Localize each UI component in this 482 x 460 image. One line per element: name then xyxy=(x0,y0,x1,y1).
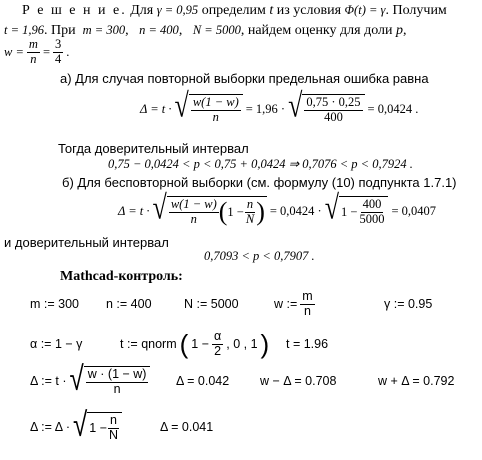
formula-b: Δ = t · √ $\frac{w(1 - w)}{n}$ ( 1 − $\frac{n}{N}$ ) = 0,0424 · √ 1 − $\frac{400}{5000}$ = 0,0407 xyxy=(118,188,436,227)
ci-a: 0,75 − 0,0424 < p < 0,75 + 0,0424 ⇒ 0,7076 < p < 0,7924 . xyxy=(108,157,413,171)
mc-delta-value: Δ = 0.042 xyxy=(176,374,230,388)
one-minus: 1 − xyxy=(341,205,358,219)
p-symbol: p xyxy=(396,23,404,38)
text-segment: Для xyxy=(130,3,154,18)
mc-w-plus-delta: w + Δ = 0.792 xyxy=(378,374,455,388)
text-segment: . При xyxy=(44,23,76,38)
w-lhs: w = xyxy=(4,45,24,59)
mc-delta-lhs: Δ := Δ · xyxy=(30,420,70,434)
frac-numerator: n xyxy=(110,413,117,427)
equals: = xyxy=(42,45,50,59)
frac-denominator: n xyxy=(190,211,197,226)
frac-numerator: n xyxy=(246,197,254,211)
t-symbol: t xyxy=(269,3,274,18)
part-b-heading: б) Для бесповторной выборки (см. формулу (10) подпункта 1.7.1) xyxy=(62,175,457,190)
mc-m: m := 300 xyxy=(30,297,79,311)
frac-numerator: w(1 − w) xyxy=(192,95,239,109)
formula-result: = 0,0407 xyxy=(391,204,436,218)
mathcad-row-2: α := 1 − γ t := qnorm ( 1 − $\frac{\alpha}{2}$ , 0 , 1 ) t = 1.96 xyxy=(30,329,329,360)
ci-b-label: и доверительный интервал xyxy=(4,235,169,250)
solution-line-3 xyxy=(4,38,69,67)
solution-line-2: t = 1,96. При m = 300, n = 400, N = 5000, найдем оценку для доли p, xyxy=(4,23,407,38)
mc-delta-value: Δ = 0.041 xyxy=(160,420,214,434)
text-segment: . Получим xyxy=(385,3,447,18)
frac-numerator: α xyxy=(214,329,222,343)
ci-a-label: Тогда доверительный интервал xyxy=(58,141,249,156)
frac-denominator: N xyxy=(245,211,255,226)
mathcad-row-3: Δ := t · √ $\frac{w \cdot (1 - w)}{n}$ Δ = 0.042 w − Δ = 0.708 w + Δ = 0.792 xyxy=(30,358,455,398)
frac-numerator: 3 xyxy=(55,37,62,51)
text-segment: , найдем оценку для доли xyxy=(240,23,393,38)
formula-result: = 0,0424 . xyxy=(367,102,419,116)
mc-t-lhs: t := qnorm xyxy=(120,337,177,351)
text-segment: из условия xyxy=(276,3,342,18)
solution-lead: Р е ш е н и е. xyxy=(22,3,127,18)
n-value: n = 400 xyxy=(139,23,179,37)
mathcad-row-1 xyxy=(30,290,432,319)
formula-lhs: Δ = t · xyxy=(118,204,150,218)
N-value: N = 5000 xyxy=(192,23,241,37)
mc-args: , 0 , 1 xyxy=(226,337,258,351)
mc-t-value: t = 1.96 xyxy=(286,337,329,351)
m-value: m = 300 xyxy=(82,23,126,37)
solution-line-1 xyxy=(22,4,447,18)
mc-w-lhs: w := xyxy=(274,297,298,311)
frac-denominator: 400 xyxy=(324,109,343,124)
t-value: t = 1,96 xyxy=(4,23,45,37)
one-minus: 1 − xyxy=(227,205,244,219)
frac-numerator: 0,75 · 0,25 xyxy=(306,95,361,109)
dot: . xyxy=(66,45,70,59)
frac-numerator: w · (1 − w) xyxy=(87,367,147,381)
text-segment: определим xyxy=(201,3,266,18)
one-minus: 1 − xyxy=(89,421,107,435)
one-minus: 1 − xyxy=(191,337,210,351)
frac-denominator: n xyxy=(30,51,37,66)
mc-gamma: γ := 0.95 xyxy=(384,297,433,311)
ci-b: 0,7093 < p < 0,7907 . xyxy=(204,249,315,263)
gamma-value: γ = 0,95 xyxy=(156,3,199,17)
frac-numerator: m xyxy=(28,37,38,51)
mc-w-minus-delta: w − Δ = 0.708 xyxy=(260,374,337,388)
frac-denominator: 2 xyxy=(214,343,222,358)
mc-alpha: α := 1 − γ xyxy=(30,337,83,351)
formula-mid: = 1,96 · xyxy=(245,102,286,116)
frac-numerator: w(1 − w) xyxy=(170,197,217,211)
mathcad-title: Mathcad-контроль: xyxy=(60,269,183,284)
mathcad-row-4: Δ := Δ · √ 1 − $\frac{n}{N}$ Δ = 0.041 xyxy=(30,404,214,444)
frac-denominator: n xyxy=(304,303,311,318)
formula-mid: = 0,0424 · xyxy=(269,204,322,218)
condition: Φ(t) = γ xyxy=(344,3,386,17)
frac-denominator: 5000 xyxy=(359,211,385,226)
frac-numerator: 400 xyxy=(362,197,382,211)
formula-a: Δ = t · √ $\frac{w(1 - w)}{n}$ = 1,96 · √ $\frac{0,75 \cdot 0,25}{400}$ = 0,0424 . xyxy=(140,86,419,125)
mc-n: n := 400 xyxy=(106,297,152,311)
frac-denominator: N xyxy=(109,427,119,442)
formula-lhs: Δ = t · xyxy=(140,102,172,116)
comma: , xyxy=(403,23,407,38)
frac-numerator: m xyxy=(302,289,313,303)
frac-denominator: 4 xyxy=(55,51,62,66)
part-a-heading: а) Для случая повторной выборки предельная ошибка равна xyxy=(60,71,429,86)
mc-N: N := 5000 xyxy=(184,297,239,311)
frac-denominator: n xyxy=(113,381,121,396)
mc-delta-lhs: Δ := t · xyxy=(30,374,67,388)
frac-denominator: n xyxy=(212,109,219,124)
